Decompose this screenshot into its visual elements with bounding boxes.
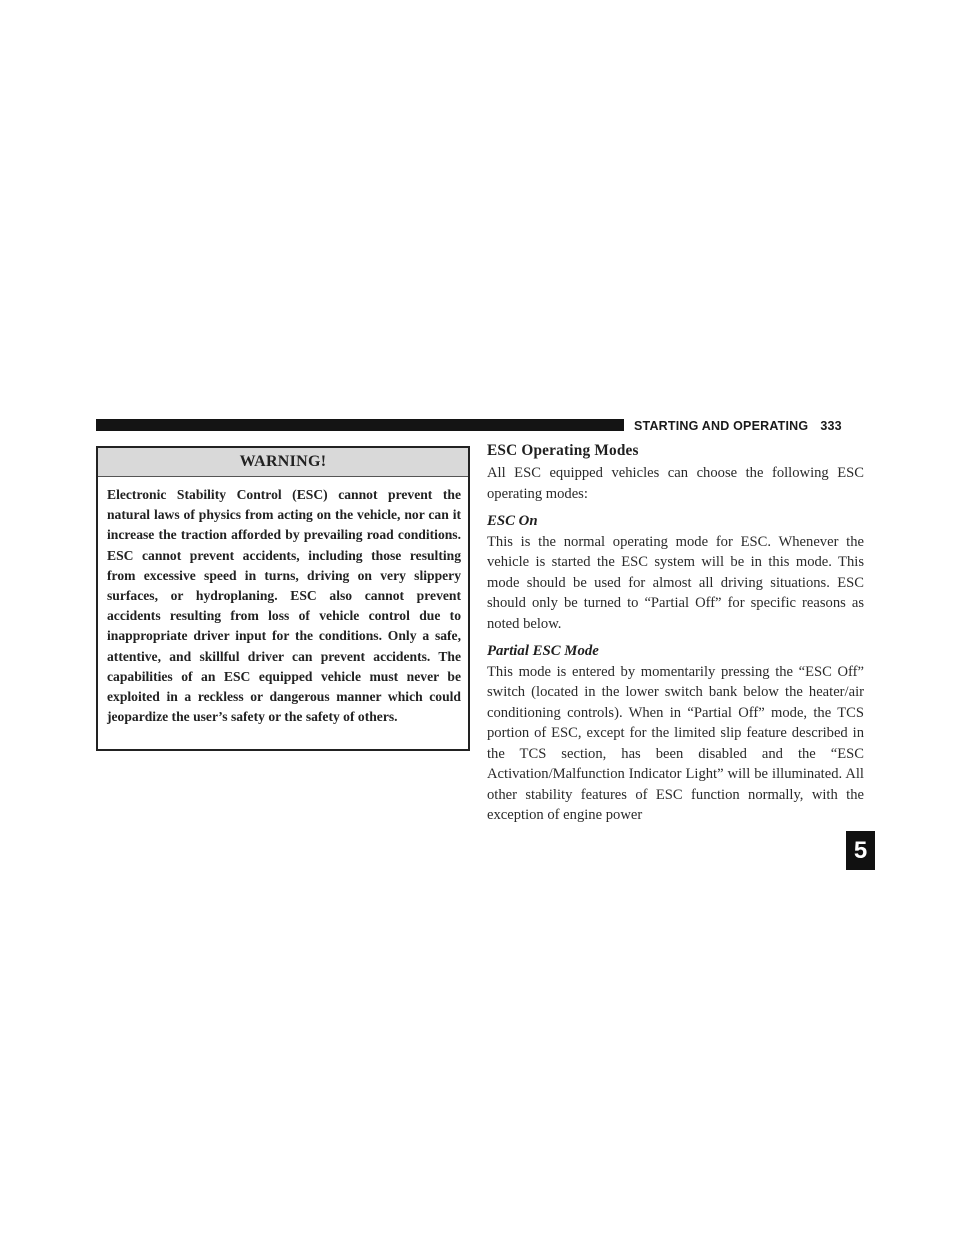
- warning-text: Electronic Stability Control (ESC) cannot prevent the natural laws of physics from acting on the vehicle, nor can it increase the traction afforded by prevailing road conditions. ESC cannot prevent accidents, including those resulting from excessive speed in turns, driving on very slippery surfaces, or hydroplaning. ESC also cannot prevent accidents resulting from loss of vehicle control due to inappropriate driver input for the conditions. Only a safe, attentive, and skillful driver can prevent accidents. The capabilities of an ESC equipped vehicle must never be exploited in a reckless or dangerous manner which could jeopardize the user’s safety or the safety of others.: [107, 487, 461, 725]
- warning-title: WARNING!: [98, 448, 468, 477]
- warning-box: [96, 446, 470, 751]
- intro-paragraph: All ESC equipped vehicles can choose the following ESC operating modes:: [487, 465, 864, 502]
- partial-esc-subheading: Partial ESC Mode: [487, 643, 599, 659]
- running-header: [634, 418, 864, 434]
- body-column: [487, 441, 864, 833]
- section-title: STARTING AND OPERATING: [634, 419, 809, 433]
- page-number: 333: [820, 419, 842, 433]
- esc-on-paragraph: This is the normal operating mode for ESC. Whenever the vehicle is started the ESC system will be in this mode. This mode should be used for almost all driving situations. ESC should only be turned to “Partial Off” for specific reasons as noted below.: [487, 533, 864, 632]
- section-heading: ESC Operating Modes: [487, 442, 639, 459]
- header-rule: [96, 419, 624, 431]
- partial-esc-paragraph: This mode is entered by momentarily pressing the “ESC Off” switch (located in the lower switch bank below the heater/air conditioning controls). When in “Partial Off” mode, the TCS portion of ESC, except for the limited slip feature described in the TCS section, has been disabled and the “ESC Activation/Malfunction Indicator Light” will be illuminated. All other stability features of ESC function normally, with the exception of engine power: [487, 663, 864, 823]
- esc-on-subheading: ESC On: [487, 513, 538, 529]
- chapter-tab: 5: [846, 831, 875, 870]
